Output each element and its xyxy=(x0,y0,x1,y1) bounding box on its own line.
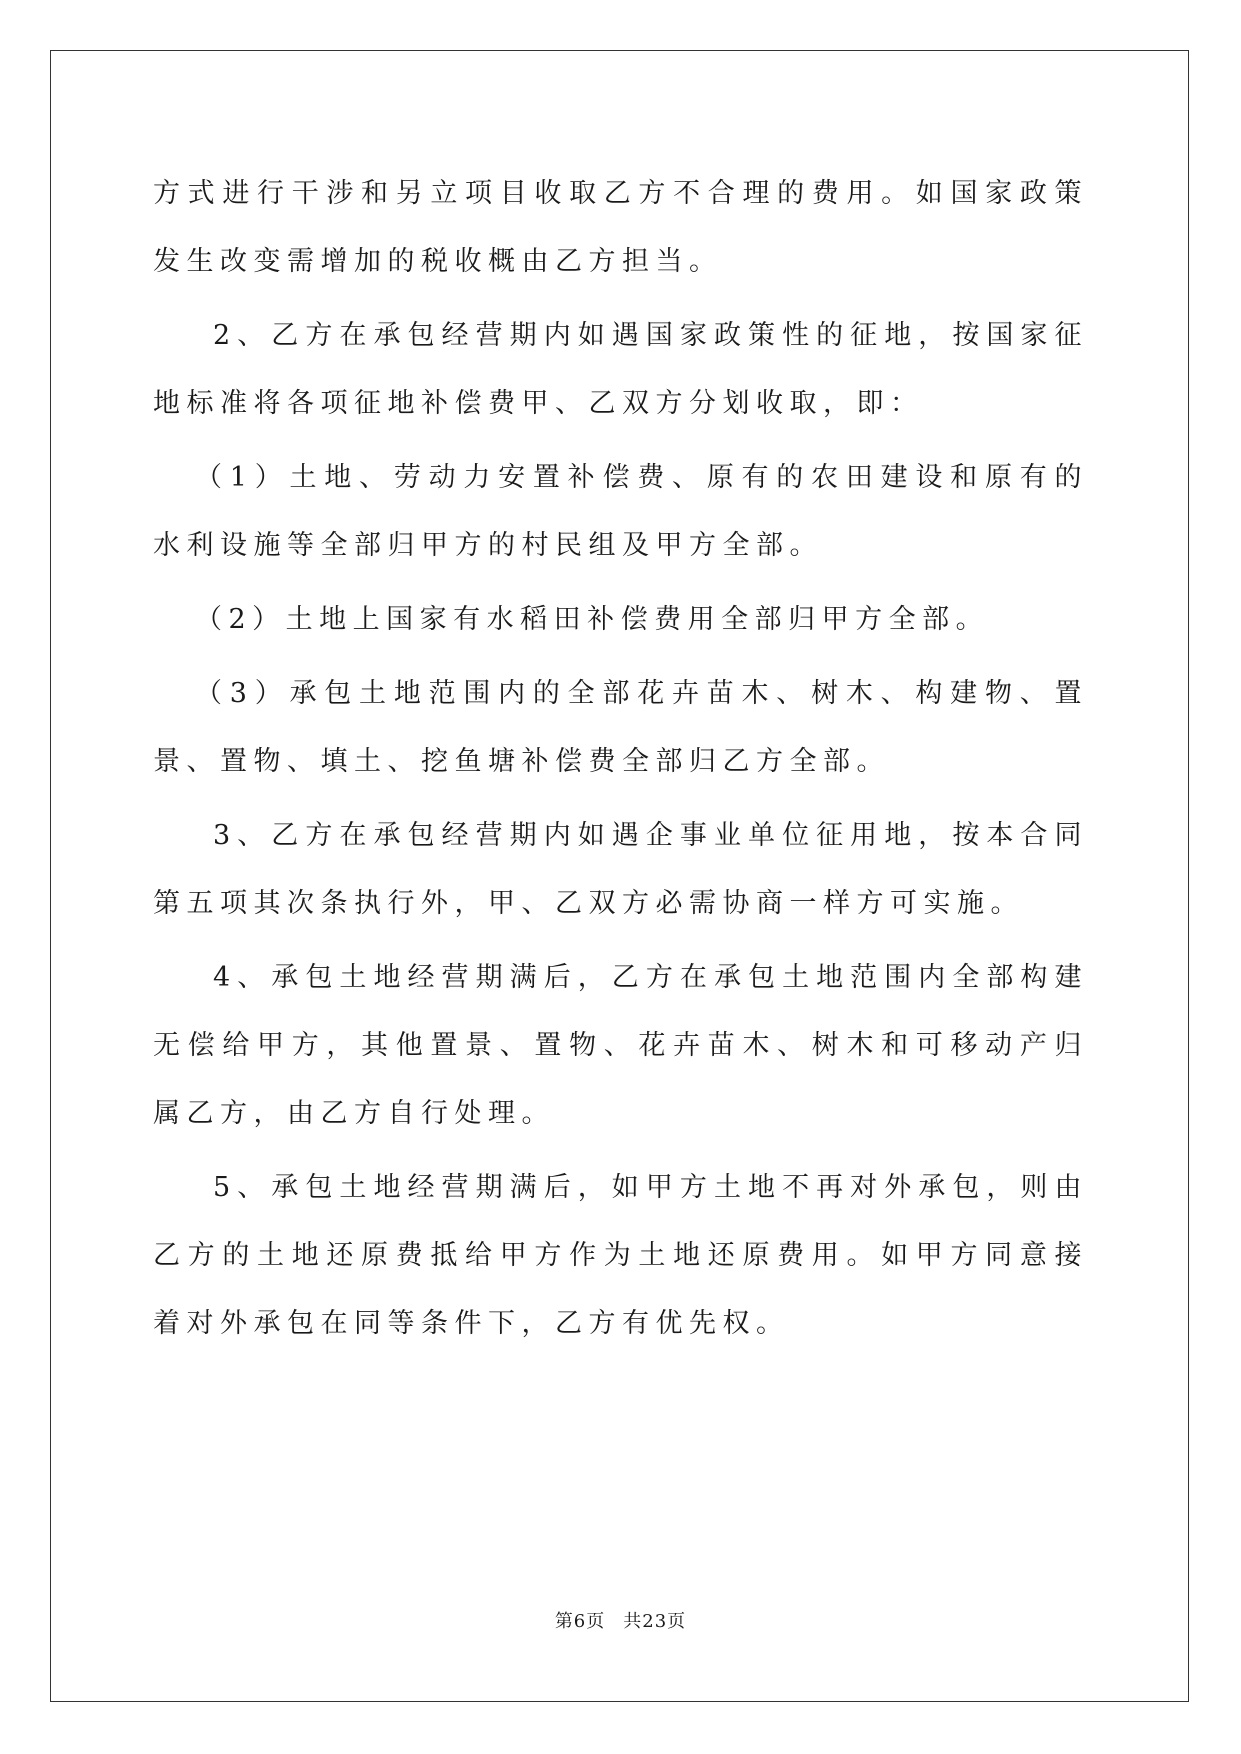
paragraph-item-1: （1）土地、劳动力安置补偿费、原有的农田建设和原有的水利设施等全部归甲方的村民组及甲方全部。 xyxy=(153,462,1088,561)
paragraph-continuation: 方式进行干涉和另立项目收取乙方不合理的费用。如国家政策发生改变需增加的税收概由乙方担当。 xyxy=(153,178,1088,277)
paragraph-clause-5: 5、承包土地经营期满后，如甲方土地不再对外承包，则由乙方的土地还原费抵给甲方作为土地还原费用。如甲方同意接着对外承包在同等条件下，乙方有优先权。 xyxy=(153,1172,1088,1339)
page-number: 第6页 xyxy=(554,1611,606,1632)
paragraph-clause-3: 3、乙方在承包经营期内如遇企事业单位征用地，按本合同第五项其次条执行外，甲、乙双方必需协商一样方可实施。 xyxy=(153,820,1088,919)
paragraph-clause-4: 4、承包土地经营期满后，乙方在承包土地范围内全部构建无偿给甲方，其他置景、置物、花卉苗木、树木和可移动产归属乙方，由乙方自行处理。 xyxy=(153,962,1088,1129)
document-body xyxy=(153,160,1088,1364)
page-total: 共23页 xyxy=(623,1611,687,1632)
page-footer xyxy=(0,1607,1241,1633)
paragraph-item-3: （3）承包土地范围内的全部花卉苗木、树木、构建物、置景、置物、填土、挖鱼塘补偿费全部归乙方全部。 xyxy=(153,678,1088,777)
paragraph-item-2: （2）土地上国家有水稻田补偿费用全部归甲方全部。 xyxy=(195,604,990,635)
paragraph-clause-2: 2、乙方在承包经营期内如遇国家政策性的征地，按国家征地标准将各项征地补偿费甲、乙双方分划收取，即： xyxy=(153,320,1088,419)
